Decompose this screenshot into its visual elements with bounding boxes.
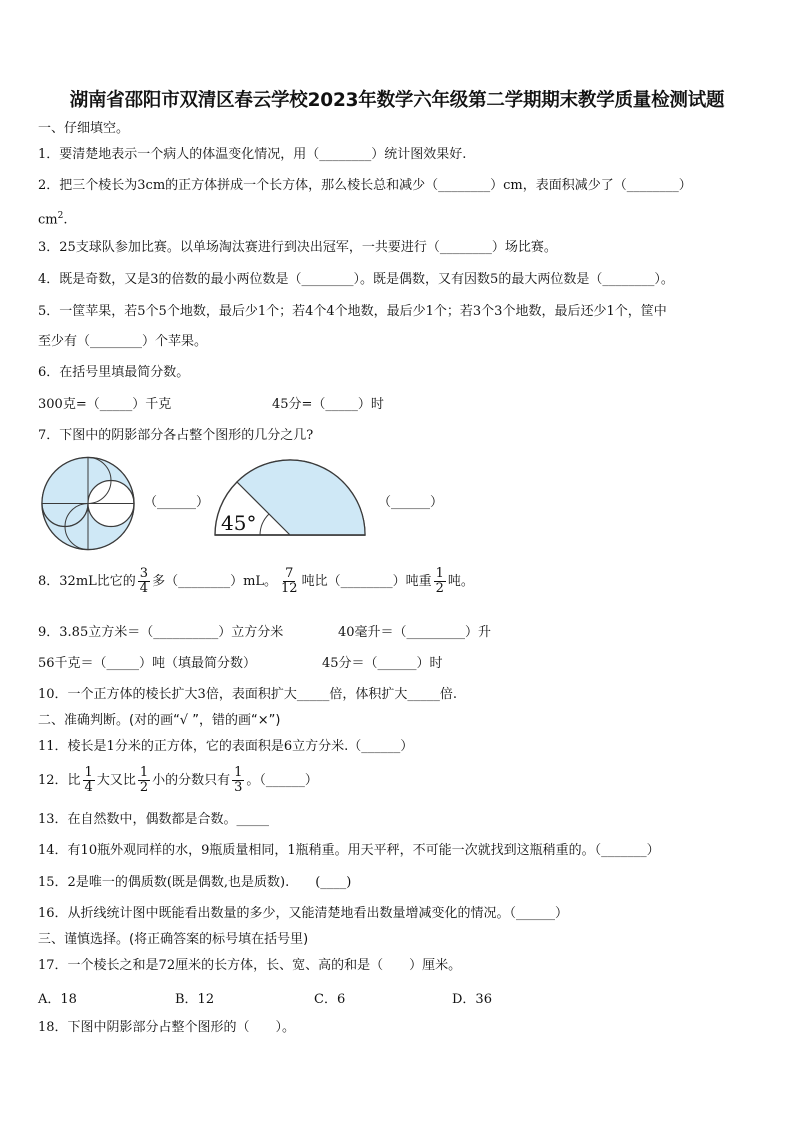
fraction-denominator: 4	[139, 581, 149, 596]
section-judge: 二、准确判断。(对的画“√ ”，错的画“×”)	[38, 713, 281, 728]
question-2-unit	[38, 207, 67, 229]
question-1: 1．要清楚地表示一个病人的体温变化情况，用（________）统计图效果好.	[38, 147, 467, 162]
option-a: A．18	[38, 992, 77, 1007]
question-18: 18．下图中阴影部分占整个图形的（ ）。	[38, 1020, 296, 1035]
question-11: 11．棱长是1分米的正方体，它的表面积是6立方分米.（______）	[38, 739, 414, 754]
fraction-numerator: 1	[234, 765, 243, 780]
fraction-numerator: 1	[84, 765, 93, 780]
q12-prefix: 12．比	[38, 773, 81, 788]
fraction-numerator: 1	[139, 765, 149, 780]
option-b: B．12	[175, 992, 215, 1007]
q12-end: 。（______）	[246, 773, 318, 788]
question-9d: 45分＝（______）时	[322, 656, 443, 671]
unit-text: cm	[38, 212, 58, 228]
figure-2-blank: （______）	[378, 495, 444, 510]
fraction-denominator: 3	[234, 780, 243, 795]
q8-end: 吨。	[447, 574, 474, 589]
question-16: 16．从折线统计图中既能看出数量的多少，又能清楚地看出数量增减变化的情况。（______）	[38, 906, 569, 921]
question-9b: 40毫升＝（_________）升	[338, 625, 492, 640]
fraction-numerator: 7	[285, 566, 294, 581]
fraction-numerator: 3	[139, 566, 149, 581]
question-5-cont: 至少有（________）个苹果。	[38, 334, 208, 349]
q8-middle-2: 吨比（________）吨重	[301, 574, 432, 589]
fraction-numerator: 1	[435, 566, 444, 581]
circle-shaded-figure	[38, 455, 138, 552]
question-2: 2．把三个棱长为3cm的正方体拼成一个长方体，那么棱长总和减少（________）cm，表面积减少了（________）	[38, 178, 692, 193]
question-6b: 45分=（_____）时	[272, 397, 384, 412]
angle-label: 45°	[221, 511, 257, 535]
question-6: 6．在括号里填最简分数。	[38, 365, 190, 380]
question-15: 15．2是唯一的偶质数(既是偶数,也是质数). (____)	[38, 875, 352, 890]
unit-end: .	[63, 212, 68, 228]
question-4: 4．既是奇数，又是3的倍数的最小两位数是（________）。既是偶数，又有因数5的最大两位数是（________）。	[38, 272, 674, 287]
fraction-1-4	[83, 766, 95, 795]
q12-middle-2: 小的分数只有	[152, 773, 231, 788]
fraction-1-2	[434, 567, 446, 596]
question-14: 14．有10瓶外观同样的水，9瓶质量相同，1瓶稍重。用天平秤，不可能一次就找到这瓶稍重的。（_______）	[38, 843, 660, 858]
figure-1-blank: （______）	[144, 495, 210, 510]
fraction-1-2b	[138, 766, 150, 795]
page-title: 湖南省邵阳市双清区春云学校2023年数学六年级第二学期期末教学质量检测试题	[69, 90, 725, 111]
question-9c: 56千克＝（_____）吨（填最简分数）	[38, 656, 257, 671]
question-5: 5．一筐苹果，若5个5个地数，最后少1个；若4个4个地数，最后少1个；若3个3个地数，最后还少1个，筐中	[38, 304, 667, 319]
unit-superscript: 2	[57, 211, 64, 221]
fraction-denominator: 4	[84, 780, 93, 795]
q8-prefix: 8．32mL比它的	[38, 574, 136, 589]
question-8	[38, 567, 474, 596]
fraction-7-12	[279, 567, 300, 596]
question-6a: 300克=（_____）千克	[38, 397, 172, 412]
question-13: 13．在自然数中，偶数都是合数。_____	[38, 812, 270, 827]
question-17: 17．一个棱长之和是72厘米的长方体，长、宽、高的和是（ ）厘米。	[38, 958, 462, 973]
q12-middle-1: 大又比	[96, 773, 136, 788]
question-9a: 9．3.85立方米＝（__________）立方分米	[38, 625, 284, 640]
option-c: C．6	[314, 992, 346, 1007]
question-10: 10．一个正方体的棱长扩大3倍，表面积扩大_____倍，体积扩大_____倍.	[38, 687, 457, 702]
q8-middle-1: 多（________）mL。	[152, 574, 278, 589]
fraction-denominator: 2	[435, 581, 444, 596]
fraction-denominator: 12	[281, 581, 298, 596]
fraction-denominator: 2	[139, 780, 149, 795]
fraction-3-4	[138, 567, 150, 596]
question-7: 7．下图中的阴影部分各占整个图形的几分之几?	[38, 428, 314, 443]
semicircle-sector-figure	[212, 458, 368, 538]
question-3: 3．25支球队参加比赛。以单场淘汰赛进行到决出冠军，一共要进行（________）场比赛。	[38, 240, 557, 255]
section-fill-in: 一、仔细填空。	[38, 121, 130, 136]
section-choose: 三、谨慎选择。(将正确答案的标号填在括号里)	[38, 932, 309, 947]
fraction-1-3	[232, 766, 244, 795]
question-12	[38, 766, 318, 795]
option-d: D．36	[452, 992, 492, 1007]
